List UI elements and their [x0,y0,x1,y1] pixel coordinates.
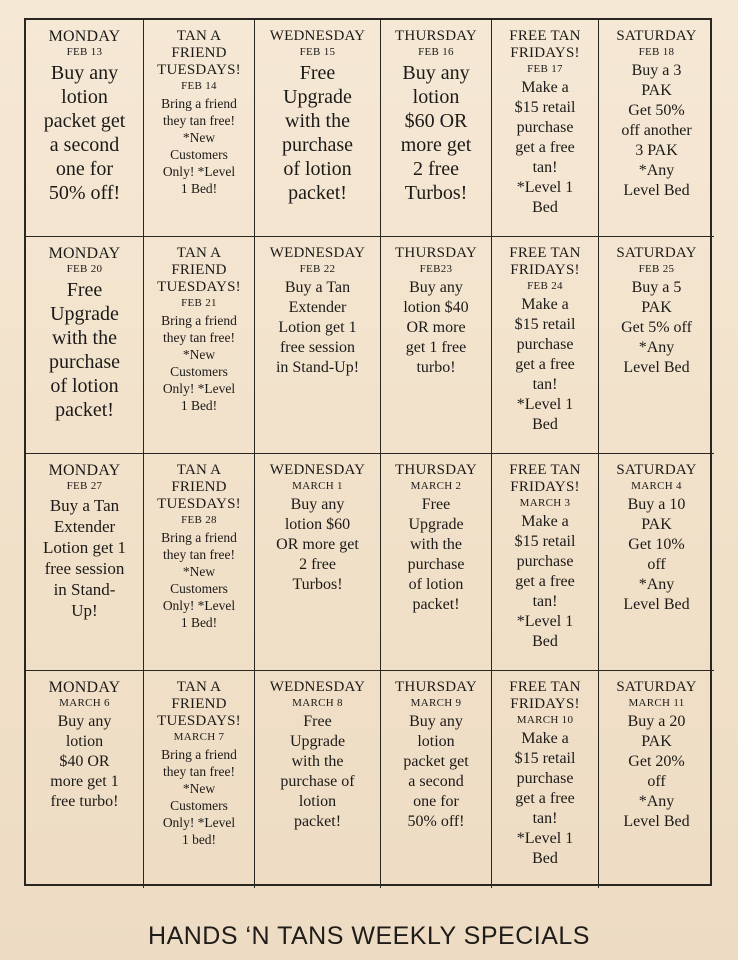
special-cell-week1-tuesday [144,20,255,237]
day-name: MONDAY [48,679,121,696]
day-name: SATURDAY [616,245,697,261]
day-name: THURSDAY [395,245,477,261]
special-cell-week1-friday [492,20,599,237]
day-date: FEB 24 [527,280,563,292]
day-date: FEB 15 [299,46,336,58]
special-offer-text: Bring a friend they tan free! *New Customers Only! *Level 1 bed! [161,747,237,847]
day-name: THURSDAY [395,462,477,478]
special-offer-text: Bring a friend they tan free! *New Customers Only! *Level 1 Bed! [161,313,237,413]
day-name: MONDAY [48,28,121,45]
special-cell-week1-saturday [599,20,714,237]
day-name: TAN A FRIEND TUESDAYS! [157,679,241,729]
day-date: FEB 13 [66,46,103,58]
special-offer-text: Free Upgrade with the purchase of lotion packet! [281,62,354,204]
special-cell-week2-monday [26,237,144,454]
special-offer-text: Buy any lotion packet get a second one for 50% off! [403,713,469,830]
special-cell-week3-thursday [381,454,492,671]
day-name: MONDAY [48,462,121,479]
special-cell-week3-tuesday [144,454,255,671]
page-title: HANDS ‘N TANS WEEKLY SPECIALS [148,922,590,950]
day-date: FEB 14 [181,80,217,92]
special-offer-text: Bring a friend they tan free! *New Customers Only! *Level 1 Bed! [161,96,237,196]
day-date: FEB 16 [418,46,454,58]
day-date: MARCH 1 [292,480,343,492]
special-offer-text: Free Upgrade with the purchase of lotion packet! [280,713,355,830]
special-offer-text: Make a $15 retail purchase get a free tan! *Level 1 Bed [514,296,576,433]
special-offer-text: Make a $15 retail purchase get a free tan! *Level 1 Bed [514,730,576,867]
day-name: MONDAY [48,245,121,262]
special-cell-week4-tuesday [144,671,255,888]
day-date: FEB 20 [66,263,103,275]
day-date: MARCH 10 [516,714,574,726]
special-offer-text: Buy a Tan Extender Lotion get 1 free session in Stand- Up! [42,496,127,620]
day-name: FREE TAN FRIDAYS! [509,462,581,495]
special-offer-text: Buy a Tan Extender Lotion get 1 free session in Stand-Up! [275,279,360,376]
special-offer-text: Buy any lotion $40 OR more get 1 free turbo! [403,279,469,376]
special-cell-week1-monday [26,20,144,237]
day-name: THURSDAY [395,28,477,44]
day-name: FREE TAN FRIDAYS! [509,679,581,712]
day-name: WEDNESDAY [269,462,366,478]
special-offer-text: Bring a friend they tan free! *New Customers Only! *Level 1 Bed! [161,530,237,630]
day-name: FREE TAN FRIDAYS! [509,245,581,278]
special-cell-week4-wednesday [255,671,381,888]
special-cell-week4-saturday [599,671,714,888]
specials-calendar [24,18,712,886]
day-name: FREE TAN FRIDAYS! [509,28,581,61]
special-offer-text: Buy any lotion $60 OR more get 2 free Turbos! [276,496,359,593]
special-cell-week2-wednesday [255,237,381,454]
special-offer-text: Buy any lotion $40 OR more get 1 free turbo! [50,713,119,810]
day-name: TAN A FRIEND TUESDAYS! [157,245,241,295]
special-offer-text: Buy a 10 PAK Get 10% off *Any Level Bed [623,496,690,613]
day-date: FEB 28 [181,514,217,526]
day-date: MARCH 11 [628,697,685,709]
day-date: FEB 17 [527,63,563,75]
special-offer-text: Buy a 3 PAK Get 50% off another 3 PAK *Any Level Bed [621,62,692,199]
day-date: FEB 18 [638,46,675,58]
special-offer-text: Buy a 20 PAK Get 20% off *Any Level Bed [623,713,690,830]
day-date: MARCH 9 [410,697,462,709]
day-name: TAN A FRIEND TUESDAYS! [157,28,241,78]
day-date: MARCH 8 [292,697,343,709]
special-offer-text: Free Upgrade with the purchase of lotion packet! [48,279,121,421]
special-cell-week2-tuesday [144,237,255,454]
special-offer-text: Free Upgrade with the purchase of lotion packet! [407,496,465,613]
special-cell-week1-thursday [381,20,492,237]
special-cell-week3-friday [492,454,599,671]
day-date: FEB 22 [299,263,336,275]
special-cell-week3-monday [26,454,144,671]
special-cell-week4-thursday [381,671,492,888]
special-offer-text: Buy any lotion packet get a second one for 50% off! [43,62,126,204]
special-cell-week2-friday [492,237,599,454]
day-name: THURSDAY [395,679,477,695]
special-cell-week1-wednesday [255,20,381,237]
day-date: MARCH 3 [519,497,571,509]
special-offer-text: Make a $15 retail purchase get a free tan! *Level 1 Bed [514,79,576,216]
special-cell-week2-thursday [381,237,492,454]
day-date: MARCH 6 [59,697,110,709]
special-cell-week4-monday [26,671,144,888]
special-cell-week4-friday [492,671,599,888]
day-name: SATURDAY [616,462,697,478]
special-offer-text: Buy a 5 PAK Get 5% off *Any Level Bed [621,279,692,376]
day-date: FEB23 [419,263,453,275]
special-cell-week2-saturday [599,237,714,454]
day-name: WEDNESDAY [269,679,366,695]
day-date: MARCH 2 [410,480,462,492]
day-name: SATURDAY [616,28,697,44]
special-cell-week3-wednesday [255,454,381,671]
day-date: FEB 27 [66,480,103,492]
day-date: MARCH 7 [173,731,225,743]
day-name: WEDNESDAY [269,245,366,261]
special-offer-text: Buy any lotion $60 OR more get 2 free Turbos! [400,62,472,204]
day-name: TAN A FRIEND TUESDAYS! [157,462,241,512]
day-date: FEB 25 [638,263,675,275]
special-cell-week3-saturday [599,454,714,671]
day-date: MARCH 4 [631,480,682,492]
special-offer-text: Make a $15 retail purchase get a free tan! *Level 1 Bed [514,513,576,650]
day-name: WEDNESDAY [269,28,366,44]
day-name: SATURDAY [616,679,697,695]
day-date: FEB 21 [181,297,217,309]
